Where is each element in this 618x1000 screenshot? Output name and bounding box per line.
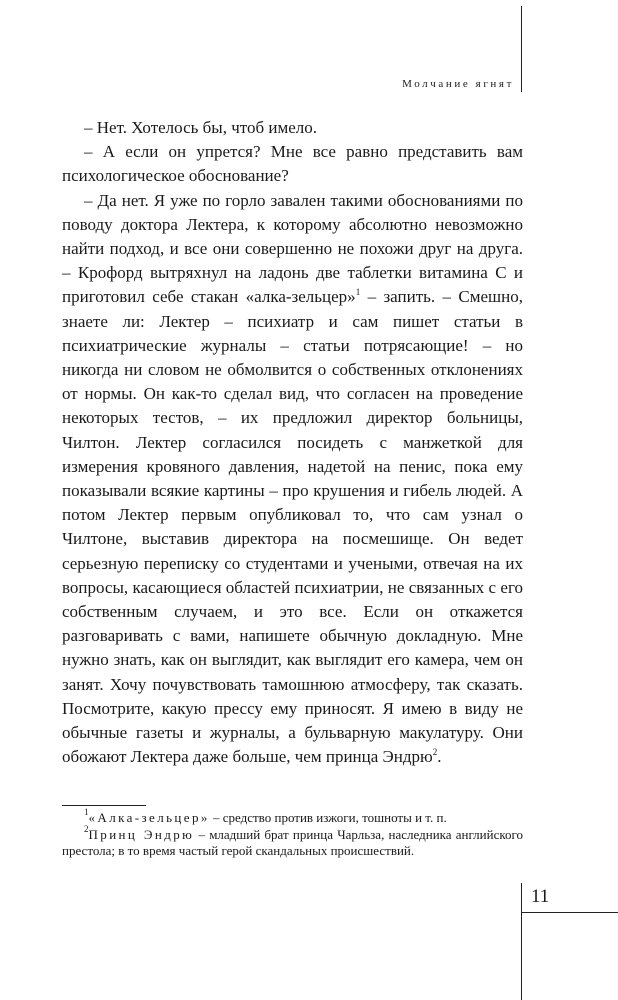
footnote-text: – младший брат принца Чарльза, наследника английского престола; в то время частый герой скандальных происшествий. xyxy=(62,826,523,858)
footnote-mark: 2 xyxy=(432,747,438,758)
footnote-number: 1 xyxy=(84,807,89,817)
footnotes xyxy=(62,807,523,860)
main-text xyxy=(62,116,523,769)
paragraph: – Нет. Хотелось бы, чтоб имело. xyxy=(84,118,317,137)
page-number: 11 xyxy=(531,886,550,907)
footnote-separator xyxy=(62,805,146,806)
paragraph xyxy=(62,189,523,770)
page-number-rule xyxy=(521,912,618,913)
running-head: Молчание ягнят xyxy=(402,78,514,90)
paragraph-text: – запить. – Смешно, знаете ли: Лектер – психиатр и сам пишет статьи в психиатрические журналы – статьи потрясающие! – но никогда ни словом не обмолвится о собственных отклонениях от нормы. Он как-то сделал вид, что согласен на проведение некоторых тестов, – их предложил директор больницы, Чилтон. Лектер согласился посидеть с манжеткой для измерения кровяного давления, надетой на пенис, пока ему показывали всякие картины – про крушения и гибель людей. А потом Лектер первым опубликовал то, что сам узнал о Чилтоне, выставив директора на посмешище. Он ведет серьезную переписку со студентами и учеными, отвечая на их вопросы, касающиеся областей психиатрии, не связанных с его собственным случаем, и это все. Если он откажется разговаривать с вами, напишете обычную докладную. Мне нужно знать, как он выглядит, как выглядит его камера, чем он занят. Хочу почувствовать тамошнюю атмосферу, так сказать. Посмотрите, какую прессу ему приносят. Я имею в виду не обычные газеты и журналы, а бульварную макулатуру. Они обожают Лектера даже больше, чем принца Эндрю xyxy=(62,287,523,767)
paragraph-text: – Да нет. Я уже по горло завален такими обоснованиями по поводу доктора Лектера, к которому абсолютно невозможно найти подход, и все они совершенно не похожи друг на друга. – Крофорд вытряхнул на ладонь две таблетки витамина С и приготовил себе стакан «алка-зельцер» xyxy=(62,190,523,307)
top-vertical-rule xyxy=(521,6,522,92)
paragraph-text: . xyxy=(437,747,442,767)
footnote-term: «Алка-зельцер» xyxy=(88,810,210,825)
footnote xyxy=(62,823,523,860)
footnote xyxy=(62,807,523,827)
footnote-text: – средство против изжоги, тошноты и т. п. xyxy=(209,810,447,825)
footnote-mark: 1 xyxy=(355,287,361,298)
paragraph: – А если он упрется? Мне все равно представить вам психологическое обоснование? xyxy=(62,142,523,186)
footnote-term: Принц Эндрю xyxy=(88,826,195,842)
bottom-vertical-rule xyxy=(521,883,522,1000)
footnote-number: 2 xyxy=(84,823,89,834)
